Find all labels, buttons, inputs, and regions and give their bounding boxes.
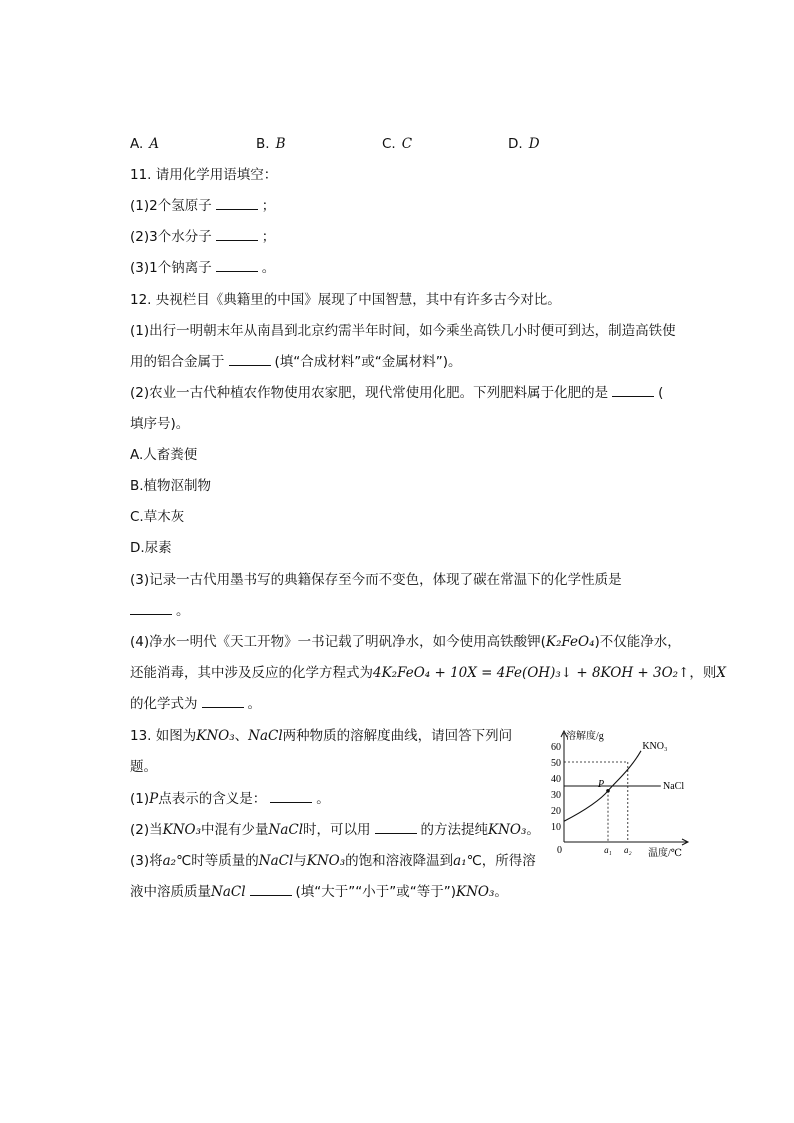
y-tick-label: 30 — [551, 790, 561, 801]
x-axis-label: 温度/℃ — [648, 848, 682, 859]
y-tick-label: 20 — [551, 806, 561, 817]
q12-option-a: A.人畜粪便 — [130, 447, 198, 463]
q11-part3: (3)1个钠离子 。 — [130, 260, 276, 276]
q12-part4-line3: 的化学式为 。 — [130, 696, 261, 712]
q13-part3-line1: (3)将a₂℃时等质量的NaCl与KNO₃的饱和溶液降温到a₁℃，所得溶 — [130, 853, 536, 869]
q11-stem: 11. 请用化学用语填空： — [130, 167, 278, 183]
y-tick-label: 50 — [551, 758, 561, 769]
y-tick-label: 60 — [551, 742, 561, 753]
q12-option-b: B.植物沤制物 — [130, 478, 212, 494]
nacl-label: NaCl — [663, 781, 685, 792]
solubility-chart — [530, 725, 700, 865]
origin-label: 0 — [557, 845, 562, 856]
q12-part4-line1: (4)净水一明代《天工开物》一书记载了明矾净水，如今使用高铁酸钾(K₂FeO₄)不仅能净水， — [130, 634, 681, 650]
x-tick-label: a₂ — [623, 845, 632, 855]
chemical-equation: 4K₂FeO₄ + 10X = 4Fe(OH)₃↓ + 8KOH + 3O₂↑ — [373, 665, 690, 681]
option-b[interactable]: B. B — [256, 136, 286, 152]
answer-blank[interactable] — [202, 695, 244, 708]
q12-part2-line2: 填序号)。 — [130, 416, 190, 432]
y-tick-label: 10 — [551, 822, 561, 833]
x-tick-label: a₁ — [604, 845, 612, 855]
point-p-label: P — [598, 778, 605, 790]
q13-stem-line2: 题。 — [130, 759, 157, 775]
q12-option-d: D.尿素 — [130, 540, 172, 556]
q12-part3-line1: (3)记录一古代用墨书写的典籍保存至今而不变色，体现了碳在常温下的化学性质是 — [130, 572, 622, 588]
q12-part1-line2: 用的铝合金属于 (填“合成材料”或“金属材料”)。 — [130, 354, 462, 370]
answer-blank[interactable] — [250, 883, 292, 896]
answer-blank[interactable] — [612, 384, 654, 397]
answer-blank[interactable] — [216, 197, 258, 210]
option-d[interactable]: D. D — [508, 136, 540, 152]
answer-blank[interactable] — [270, 790, 312, 803]
q12-part4-line2: 还能消毒，其中涉及反应的化学方程式为4K₂FeO₄ + 10X = 4Fe(OH)₃↓ + 8KOH + 3O₂↑，则X — [130, 665, 727, 681]
q11-part1: (1)2个氢原子 ； — [130, 198, 276, 214]
q11-part2: (2)3个水分子 ； — [130, 229, 276, 245]
q12-stem: 12. 央视栏目《典籍里的中国》展现了中国智慧，其中有许多古今对比。 — [130, 292, 561, 308]
q12-option-c: C.草木灰 — [130, 509, 185, 525]
y-tick-label: 40 — [551, 774, 561, 785]
q12-part1-line1: (1)出行一明朝末年从南昌到北京约需半年时间，如今乘坐高铁几小时便可到达，制造高铁使 — [130, 323, 676, 339]
point-p — [606, 789, 610, 793]
answer-blank[interactable] — [216, 259, 258, 272]
answer-blank[interactable] — [216, 228, 258, 241]
q13-part2: (2)当KNO₃中混有少量NaCl时，可以用 的方法提纯KNO₃。 — [130, 822, 540, 838]
q13-part1: (1)P点表示的含义是： 。 — [130, 791, 330, 807]
answer-blank[interactable] — [229, 353, 271, 366]
option-a[interactable]: A. A — [130, 136, 160, 152]
y-axis-label: 溶解度/g — [566, 731, 604, 742]
kno3-label: KNO₃ — [642, 741, 668, 753]
option-c[interactable]: C. C — [382, 136, 413, 152]
q12-part3-line2: 。 — [130, 602, 190, 620]
q12-part2-line1: (2)农业一古代种植农作物使用农家肥，现代常使用化肥。下列肥料属于化肥的是 ( — [130, 385, 664, 401]
q13-stem: 13. 如图为KNO₃、NaCl两种物质的溶解度曲线，请回答下列问 — [130, 728, 513, 744]
answer-blank[interactable] — [130, 602, 172, 615]
answer-blank[interactable] — [375, 821, 417, 834]
q13-part3-line2: 液中溶质质量NaCl (填“大于”“小于”或“等于”)KNO₃。 — [130, 884, 508, 900]
